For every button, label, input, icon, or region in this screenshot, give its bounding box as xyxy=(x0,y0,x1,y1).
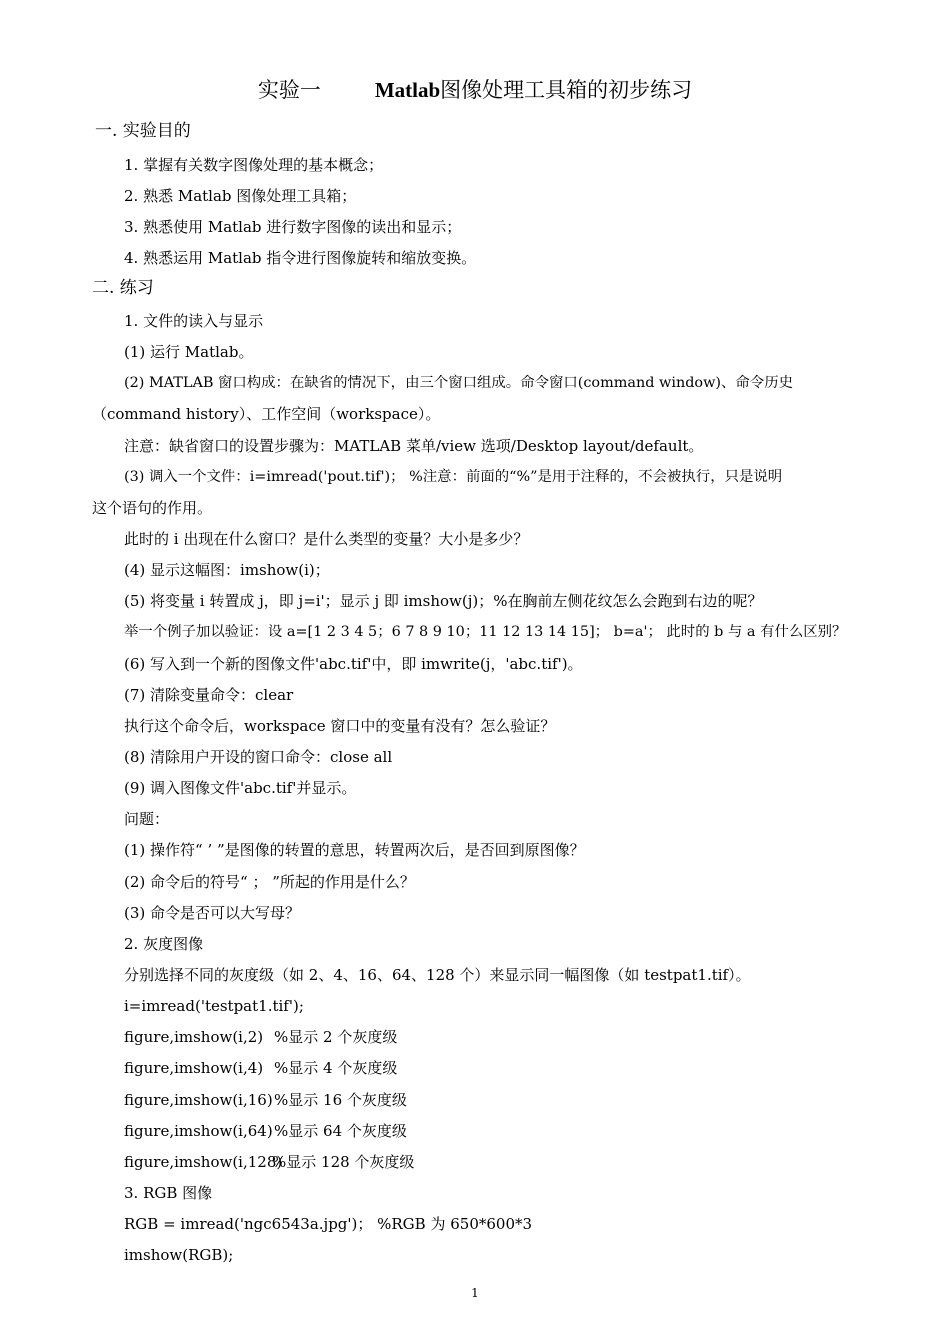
objective-item: 3. 熟悉使用 Matlab 进行数字图像的读出和显示； xyxy=(124,218,462,236)
code-comment: %显示 16 个灰度级 xyxy=(274,1091,407,1109)
code-comment: %显示 64 个灰度级 xyxy=(274,1122,407,1140)
objective-item: 1. 掌握有关数字图像处理的基本概念； xyxy=(124,156,384,174)
step-text: 这个语句的作用。 xyxy=(92,499,213,517)
note-text: 注意：缺省窗口的设置步骤为：MATLAB 菜单/view 选项/Desktop layout/default。 xyxy=(124,437,704,455)
question-text: 此时的 i 出现在什么窗口？是什么类型的变量？大小是多少？ xyxy=(124,530,529,548)
step-text: (2) MATLAB 窗口构成：在缺省的情况下，由三个窗口组成。命令窗口(command window)、命令历史 xyxy=(124,375,793,391)
gray-description: 分别选择不同的灰度级（如 2、4、16、64、128 个）来显示同一幅图像（如 testpat1.tif）。 xyxy=(124,966,751,984)
code-line: RGB = imread('ngc6543a.jpg')； %RGB 为 650*600*3 xyxy=(124,1215,533,1233)
objective-item: 2. 熟悉 Matlab 图像处理工具箱； xyxy=(124,187,357,205)
code-line xyxy=(124,1121,407,1141)
question-text: 执行这个命令后，workspace 窗口中的变量有没有？怎么验证？ xyxy=(124,717,556,735)
code-line: imshow(RGB); xyxy=(124,1246,234,1264)
code-line xyxy=(124,1058,397,1078)
step-text: (5) 将变量 i 转置成 j，即 j=i'；显示 j 即 imshow(j)；%在胸前左侧花纹怎么会跑到右边的呢？ xyxy=(124,592,763,610)
code-line xyxy=(124,1027,397,1047)
code-command: figure,imshow(i,128) xyxy=(124,1153,283,1171)
page-number: 1 xyxy=(471,1286,479,1300)
code-line xyxy=(124,1152,414,1172)
question-text: (2) 命令后的符号“ ； ”所起的作用是什么？ xyxy=(124,873,415,891)
step-text: (9) 调入图像文件'abc.tif'并显示。 xyxy=(124,779,357,797)
step-text: (7) 清除变量命令：clear xyxy=(124,686,294,704)
code-command: figure,imshow(i,4) xyxy=(124,1059,264,1077)
title-rest: 图像处理工具箱的初步练习 xyxy=(440,78,693,102)
code-comment: %显示 4 个灰度级 xyxy=(274,1059,398,1077)
example-text: 举一个例子加以验证：设 a=[1 2 3 4 5；6 7 8 9 10；11 12 13 14 15]； b=a'； 此时的 b 与 a 有什么区别？ xyxy=(124,624,847,640)
code-command: figure,imshow(i,64) xyxy=(124,1122,273,1140)
title-bold: Matlab xyxy=(374,78,441,102)
title-part1: 实验一 xyxy=(257,78,321,102)
step-text: (1) 运行 Matlab。 xyxy=(124,343,254,361)
sub-heading: 2. 灰度图像 xyxy=(124,935,204,953)
step-text: (8) 清除用户开设的窗口命令：close all xyxy=(124,748,393,766)
step-text: (4) 显示这幅图：imshow(i)； xyxy=(124,561,330,579)
sub-heading: 1. 文件的读入与显示 xyxy=(124,312,264,330)
step-text: (6) 写入到一个新的图像文件'abc.tif'中，即 imwrite(j，'abc.tif')。 xyxy=(124,655,583,673)
section2-heading: 二. 练习 xyxy=(92,278,154,298)
code-comment: %显示 2 个灰度级 xyxy=(274,1028,398,1046)
code-line xyxy=(124,1090,407,1110)
document-title xyxy=(0,74,950,104)
questions-label: 问题： xyxy=(124,810,170,828)
question-text: (3) 命令是否可以大写母？ xyxy=(124,904,301,922)
code-command: figure,imshow(i,2) xyxy=(124,1028,264,1046)
question-text: (1) 操作符“ ’ ”是图像的转置的意思，转置两次后，是否回到原图像？ xyxy=(124,841,585,859)
step-text: (3) 调入一个文件：i=imread('pout.tif')； %注意：前面的“%”是用于注释的，不会被执行，只是说明 xyxy=(124,469,783,485)
step-text: （command history）、工作空间（workspace）。 xyxy=(92,405,441,423)
code-line: i=imread('testpat1.tif'); xyxy=(124,997,304,1015)
code-comment: %显示 128 个灰度级 xyxy=(272,1153,415,1171)
sub-heading: 3. RGB 图像 xyxy=(124,1184,213,1202)
section1-heading: 一. 实验目的 xyxy=(95,121,191,141)
objective-item: 4. 熟悉运用 Matlab 指令进行图像旋转和缩放变换。 xyxy=(124,249,477,267)
code-command: figure,imshow(i,16) xyxy=(124,1091,273,1109)
